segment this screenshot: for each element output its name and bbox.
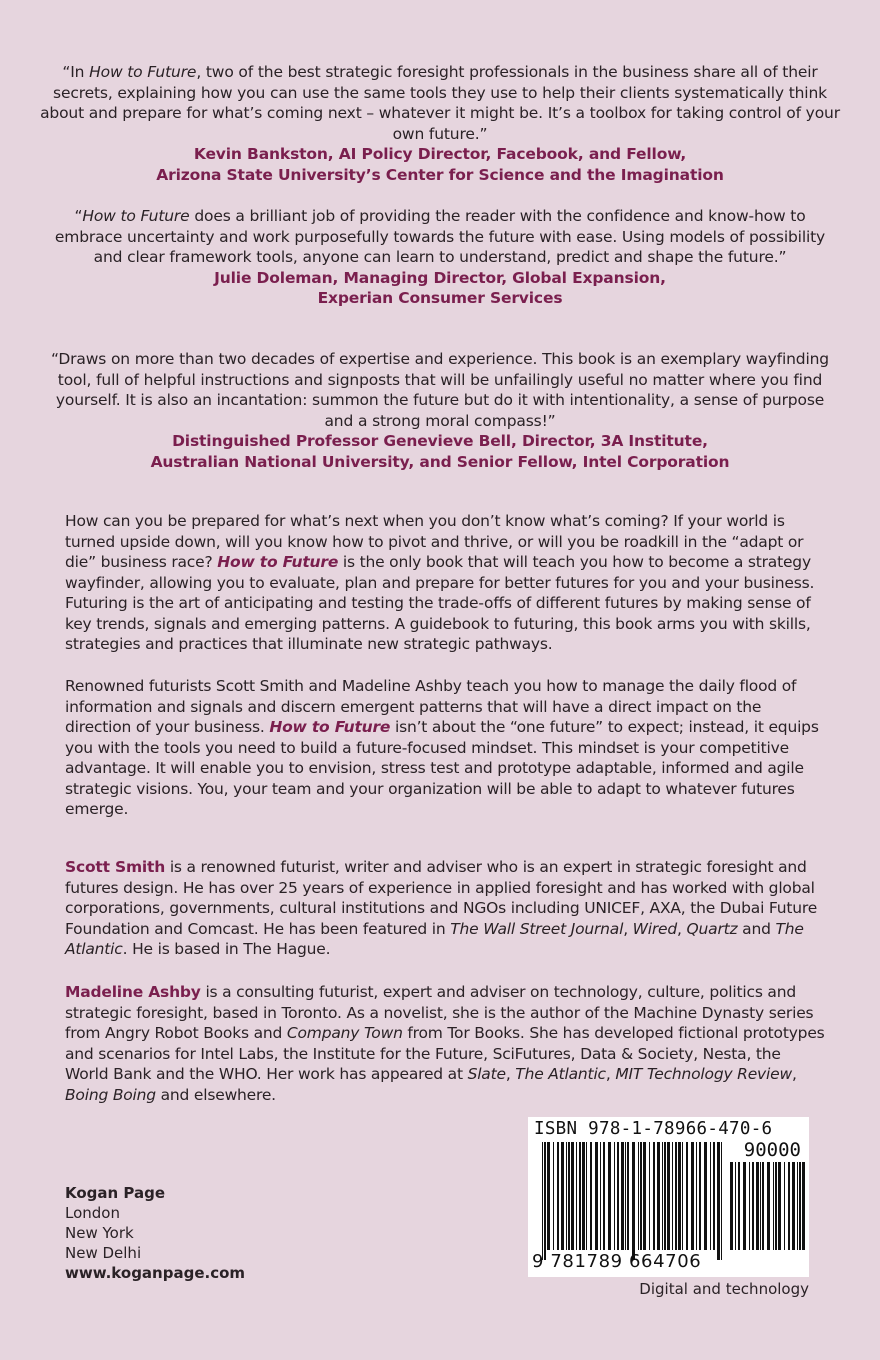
- barcode-bar: [547, 1142, 550, 1250]
- text-run: How can you be prepared for what’s next when you don’t know what’s coming? If your world is turned upside down, will you know how to pivot and thrive, or will you be roadkill in the “adapt or die” business race?: [65, 512, 804, 571]
- barcode-bar: [767, 1162, 770, 1250]
- quote-text: [40, 349, 840, 431]
- barcode-bars: [542, 1142, 724, 1260]
- barcode-bar: [557, 1142, 559, 1250]
- barcode-bar: [797, 1162, 798, 1250]
- publication-title: Wired: [632, 919, 678, 938]
- barcode-bar: [717, 1142, 720, 1260]
- barcode-bar: [576, 1142, 577, 1250]
- barcode-bar: [667, 1142, 670, 1250]
- book-title: How to Future: [217, 553, 339, 571]
- text-run: isn’t about the “one future” to expect; instead, it equips you with the tools you need to build a future-focused mindset. This mindset is your competitive advantage. It will enable you to envision, stress test and prototype adaptable, informed and agile strategic visions. You, your team and your organization will be able to adapt to whatever futures emerge.: [65, 718, 819, 818]
- barcode-bar: [664, 1142, 666, 1250]
- text-run: ,: [791, 1065, 797, 1083]
- book-title: How to Future: [269, 718, 391, 736]
- barcode-bar: [566, 1142, 567, 1250]
- barcode-bar: [653, 1142, 655, 1250]
- text-run: . He is based in The Hague.: [122, 940, 331, 958]
- barcode-bar: [696, 1142, 697, 1250]
- barcode-bar: [640, 1142, 642, 1250]
- author-bio-madeline-ashby: [65, 982, 825, 1105]
- barcode-bar: [802, 1162, 805, 1250]
- text-run: ,: [605, 1065, 616, 1083]
- quote-text: [40, 62, 840, 144]
- quote-text: [40, 206, 840, 268]
- barcode-bar: [625, 1142, 626, 1250]
- barcode-bar: [752, 1162, 754, 1250]
- isbn-text: ISBN 978-1-78966-470-6: [534, 1119, 773, 1139]
- text-run: ,: [677, 919, 687, 938]
- description-paragraph-1: [65, 511, 825, 655]
- text-run: and: [737, 919, 776, 938]
- barcode-bar: [662, 1142, 663, 1250]
- barcode-bar: [713, 1142, 715, 1250]
- publication-title: MIT Technology Review: [615, 1065, 792, 1083]
- quote-attribution: Australian National University, and Senior Fellow, Intel Corporation: [150, 452, 730, 471]
- publication-title: Slate: [467, 1065, 506, 1083]
- quote-attribution: Experian Consumer Services: [317, 289, 563, 307]
- barcode-bar: [638, 1142, 639, 1250]
- barcode-bar: [749, 1162, 750, 1250]
- barcode-bar: [738, 1162, 740, 1250]
- barcode-bar: [553, 1142, 554, 1250]
- text-run: from Tor Books. She has developed fictional prototypes and scenarios for Intel Labs, the Institute for the Future, SciFutures, Data & Society, Nesta, the World Bank and the WHO. Her work has appeared at: [65, 1024, 825, 1083]
- barcode-bar: [699, 1142, 701, 1250]
- publisher-city: New Delhi: [65, 1244, 142, 1262]
- barcode-addon-digits: 90000: [743, 1139, 801, 1161]
- barcode-bar: [568, 1142, 570, 1250]
- text-run: Renowned futurists Scott Smith and Madeline Ashby teach you how to manage the daily flood of information and signals and discern emergent patterns that will have a direct impact on the direction of your business.: [65, 677, 797, 736]
- barcode-bar: [649, 1142, 650, 1250]
- barcode-bar: [582, 1142, 585, 1250]
- barcode-bar: [621, 1142, 624, 1250]
- barcode-addon-bars: [730, 1162, 806, 1260]
- barcode-bar: [710, 1142, 711, 1250]
- barcode-bar: [617, 1142, 619, 1250]
- quote-text-run: , two of the best strategic foresight professionals in the business share all of their secrets, explaining how you can use the same tools they use to help their clients systematically think about and prepare for what’s coming next – whatever it might be. It’s a toolbox for taking control of your own future.”: [40, 63, 840, 143]
- quote-attribution: Distinguished Professor Genevieve Bell, Director, 3A Institute,: [172, 432, 708, 450]
- publication-title: Company Town: [286, 1024, 403, 1042]
- barcode-bar: [675, 1142, 677, 1250]
- barcode-bar: [743, 1162, 746, 1250]
- barcode-bar: [792, 1162, 795, 1250]
- barcode-bar: [756, 1162, 759, 1250]
- publisher-url: www.koganpage.com: [65, 1264, 246, 1282]
- barcode-bar: [788, 1162, 790, 1250]
- barcode-bar: [632, 1142, 635, 1260]
- barcode-bar: [760, 1162, 761, 1250]
- quote-3: [40, 349, 840, 472]
- barcode-bar: [614, 1142, 615, 1250]
- quote-2: [40, 206, 840, 309]
- barcode-bar: [586, 1142, 587, 1250]
- barcode-bar: [678, 1142, 681, 1250]
- text-run: is a consulting futurist, expert and adviser on technology, culture, politics and strategic foresight, based in Toronto. As a novelist, she is the author of the Machine Dynasty series from Angry Robot Books and: [65, 983, 814, 1042]
- barcode-bar: [590, 1142, 592, 1250]
- text-run: and elsewhere.: [155, 1085, 276, 1104]
- barcode-bar: [542, 1142, 543, 1260]
- barcode-bar: [704, 1142, 707, 1250]
- text-run: ,: [505, 1065, 516, 1083]
- quote-text-run: “Draws on more than two decades of expertise and experience. This book is an exemplary wayfinding tool, full of helpful instructions and signposts that will be unfailingly useful no matter where you find yourself. It is also an incantation: summon the future but do it with intentionality, a sense of purpose and a strong moral compass!”: [50, 350, 830, 430]
- text-run: is the only book that will teach you how to become a strategy wayfinder, allowing you to evaluate, plan and prepare for better futures for you and your business. Futuring is the art of anticipating and testing the trade-offs of different futures by making sense of key trends, signals and emerging patterns. A guidebook to futuring, this book arms you with skills, strategies and practices that illuminate new strategic pathways.: [65, 553, 815, 653]
- barcode-bar: [595, 1142, 598, 1250]
- barcode-bar: [784, 1162, 785, 1250]
- author-name: Scott Smith: [65, 858, 166, 876]
- barcode-bar: [561, 1142, 564, 1250]
- barcode-bar: [544, 1142, 546, 1260]
- quote-book-title: How to Future: [89, 63, 197, 81]
- author-name: Madeline Ashby: [65, 983, 201, 1001]
- quote-text-run: does a brilliant job of providing the reader with the confidence and know-how to embrace uncertainty and work purposefully towards the future with ease. Using models of possibility and clear framework tools, anyone can learn to understand, predict and shape the future.”: [54, 207, 826, 266]
- barcode-bar: [608, 1142, 611, 1250]
- barcode-digits: 9 781789 664706: [532, 1251, 702, 1272]
- barcode-bar: [762, 1162, 764, 1250]
- publication-title: The Atlantic: [65, 919, 804, 958]
- publication-title: The Atlantic: [515, 1065, 606, 1083]
- description-paragraph-2: [65, 676, 825, 820]
- barcode-bar: [773, 1162, 774, 1250]
- publisher-block: [65, 1183, 245, 1283]
- quote-book-title: How to Future: [82, 207, 190, 225]
- barcode-bar: [571, 1142, 574, 1250]
- barcode-bar: [691, 1142, 694, 1250]
- quote-attribution: Julie Doleman, Managing Director, Global Expansion,: [214, 268, 666, 287]
- barcode-bar: [643, 1142, 646, 1250]
- category-label: Digital and technology: [639, 1280, 809, 1298]
- barcode-bar: [721, 1142, 722, 1260]
- quote-text-run: “In: [62, 63, 90, 81]
- barcode-bar: [579, 1142, 581, 1250]
- quote-text-run: “: [74, 207, 83, 225]
- barcode-bar: [600, 1142, 601, 1250]
- text-run: is a renowned futurist, writer and adviser who is an expert in strategic foresight and futures design. He has over 25 years of experience in applied foresight and has worked with global corporations, governments, cultural institutions and NGOs including UNICEF, AXA, the Dubai Future Foundation and Comcast. He has been featured in: [65, 858, 818, 938]
- barcode-bar: [735, 1162, 736, 1250]
- author-bio-scott-smith: [65, 857, 825, 960]
- barcode-bar: [603, 1142, 605, 1250]
- isbn-barcode: [528, 1117, 809, 1277]
- barcode-bar: [730, 1162, 733, 1250]
- publication-title: Quartz: [686, 919, 738, 938]
- quote-attribution: Arizona State University’s Center for Science and the Imagination: [156, 165, 724, 184]
- barcode-bar: [778, 1162, 781, 1250]
- barcode-bar: [657, 1142, 660, 1250]
- barcode-bar: [672, 1142, 673, 1250]
- quote-attribution: Kevin Bankston, AI Policy Director, Facebook, and Fellow,: [193, 145, 687, 163]
- barcode-bar: [627, 1142, 629, 1250]
- publication-title: The Wall Street Journal: [450, 919, 624, 938]
- publisher-city: London: [65, 1204, 120, 1222]
- publisher-city: New York: [65, 1224, 134, 1242]
- quote-1: [40, 62, 840, 185]
- text-run: ,: [623, 919, 633, 938]
- barcode-bar: [682, 1142, 683, 1250]
- barcode-bar: [686, 1142, 688, 1250]
- publication-title: Boing Boing: [65, 1085, 156, 1104]
- publisher-name: Kogan Page: [65, 1184, 166, 1202]
- barcode-bar: [799, 1162, 801, 1250]
- barcode-bar: [775, 1162, 777, 1250]
